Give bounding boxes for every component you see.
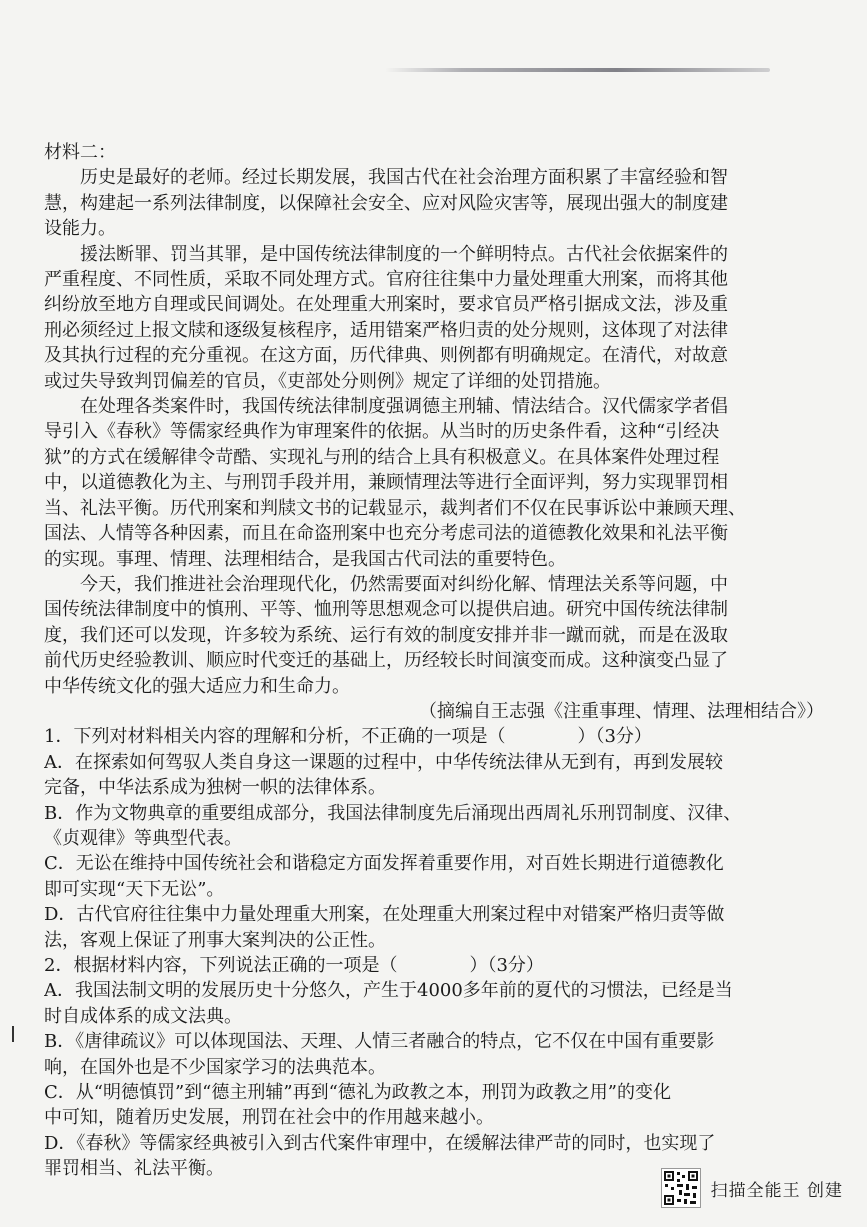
paragraph-1	[44, 165, 824, 241]
text-line: 历史是最好的老师。经过长期发展，我国古代在社会治理方面积累了丰富经验和智	[80, 167, 728, 189]
text-line: 中，以道德教化为主、与刑罚手段并用，兼顾情理法等进行全面评判，努力实现罪罚相	[44, 472, 728, 494]
text-line: 刑必须经过上报文牍和逐级复核程序，适用错案严格归责的处分规则，这体现了对法律	[44, 319, 728, 341]
material-heading: 材料二：	[44, 142, 116, 163]
question-2	[44, 953, 824, 1182]
option-a	[44, 750, 824, 801]
option-line: B．作为文物典章的重要组成部分，我国法律制度先后涌现出西周礼乐刑罚制度、汉律、	[44, 802, 742, 824]
option-line: C．从“明德慎罚”到“德主刑辅”再到“德礼为政教之本，刑罚为政教之用”的变化	[44, 1082, 671, 1104]
margin-mark	[12, 1026, 14, 1042]
text-line: 或过失导致判罚偏差的官员，《吏部处分则例》规定了详细的处罚措施。	[44, 370, 611, 392]
option-line: 法，客观上保证了刑事大案判决的公正性。	[44, 929, 386, 951]
option-c	[44, 1080, 824, 1131]
scanner-watermark	[661, 1168, 843, 1208]
option-line: B．《唐律疏议》可以体现国法、天理、人情三者融合的特点，它不仅在中国有重要影	[44, 1031, 715, 1053]
text-line: 当、礼法平衡。历代刑案和判牍文书的记载显示，裁判者们不仅在民事诉讼中兼顾天理、	[44, 497, 746, 519]
question-stem: 1．下列对材料相关内容的理解和分析，不正确的一项是（ ）（3分）	[44, 726, 652, 748]
paragraph-3	[44, 394, 824, 572]
option-line: 即可实现“天下无讼”。	[44, 878, 225, 900]
question-stem: 2．根据材料内容，下列说法正确的一项是（ ）（3分）	[44, 955, 544, 976]
option-a	[44, 978, 824, 1029]
option-line: 《贞观律》等典型代表。	[44, 827, 242, 849]
text-line: 援法断罪、罚当其罪，是中国传统法律制度的一个鲜明特点。古代社会依据案件的	[80, 243, 728, 265]
text-line: 度，我们还可以发现，许多较为系统、运行有效的制度安排并非一蹴而就，而是在汲取	[44, 624, 728, 646]
option-line: 中可知，随着历史发展，刑罚在社会中的作用越来越小。	[44, 1107, 494, 1129]
text-line: 中华传统文化的强大适应力和生命力。	[44, 675, 350, 697]
text-line: 在处理各类案件时，我国传统法律制度强调德主刑辅、情法结合。汉代儒家学者倡	[80, 396, 728, 418]
scanner-brand-text: 扫描全能王 创建	[710, 1180, 843, 1201]
option-c	[44, 851, 824, 902]
option-line: C．无讼在维持中国传统社会和谐稳定方面发挥着重要作用，对百姓长期进行道德教化	[44, 853, 724, 875]
option-line: D．《春秋》等儒家经典被引入到古代案件审理中，在缓解法律严苛的同时，也实现了	[44, 1132, 716, 1154]
question-1	[44, 724, 824, 953]
text-line: 严重程度、不同性质，采取不同处理方式。官府往往集中力量处理重大刑案，而将其他	[44, 269, 728, 291]
option-line: 响，在国外也是不少国家学习的法典范本。	[44, 1056, 386, 1078]
text-line: 纠纷放至地方自理或民间调处。在处理重大刑案时，要求官员严格引据成文法，涉及重	[44, 294, 728, 316]
text-line: 狱”的方式在缓解律令苛酷、实现礼与刑的结合上具有积极意义。在具体案件处理过程	[44, 446, 720, 468]
text-line: 慧，构建起一系列法律制度，以保障社会安全、应对风险灾害等，展现出强大的制度建	[44, 192, 728, 214]
option-b	[44, 1029, 824, 1080]
option-line: 完备，中华法系成为独树一帜的法律体系。	[44, 777, 386, 799]
source-citation: （摘编自王志强《注重事理、情理、法理相结合》）	[419, 700, 824, 722]
qr-code-icon	[661, 1168, 701, 1208]
text-line: 今天，我们推进社会治理现代化，仍然需要面对纠纷化解、情理法关系等问题，中	[80, 573, 728, 595]
text-line: 前代历史经验教训、顺应时代变迁的基础上，历经较长时间演变而成。这种演变凸显了	[44, 650, 728, 672]
text-line: 国法、人情等各种因素，而且在命盗刑案中也充分考虑司法的道德教化效果和礼法平衡	[44, 523, 728, 545]
option-line: D．古代官府往往集中力量处理重大刑案，在处理重大刑案过程中对错案严格归责等做	[44, 904, 725, 926]
option-b	[44, 801, 824, 852]
text-line: 的实现。事理、情理、法理相结合，是我国古代司法的重要特色。	[44, 548, 566, 570]
option-line: A．在探索如何驾驭人类自身这一课题的过程中，中华传统法律从无到有，再到发展较	[44, 751, 723, 773]
top-divider	[385, 68, 770, 72]
text-line: 国传统法律制度中的慎刑、平等、恤刑等思想观念可以提供启迪。研究中国传统法律制	[44, 599, 728, 621]
option-line: 时自成体系的成文法典。	[44, 1005, 242, 1027]
text-line: 及其执行过程的充分重视。在这方面，历代律典、则例都有明确规定。在清代，对故意	[44, 345, 728, 367]
option-d	[44, 902, 824, 953]
text-line: 导引入《春秋》等儒家经典作为审理案件的依据。从当时的历史条件看，这种“引经决	[44, 421, 720, 443]
paragraph-4	[44, 572, 824, 699]
document-page	[44, 140, 824, 1182]
option-line: 罪罚相当、礼法平衡。	[44, 1158, 224, 1180]
option-line: A．我国法制文明的发展历史十分悠久，产生于4000多年前的夏代的习惯法，已经是当	[44, 980, 733, 1002]
paragraph-2	[44, 242, 824, 394]
text-line: 设能力。	[44, 218, 116, 240]
